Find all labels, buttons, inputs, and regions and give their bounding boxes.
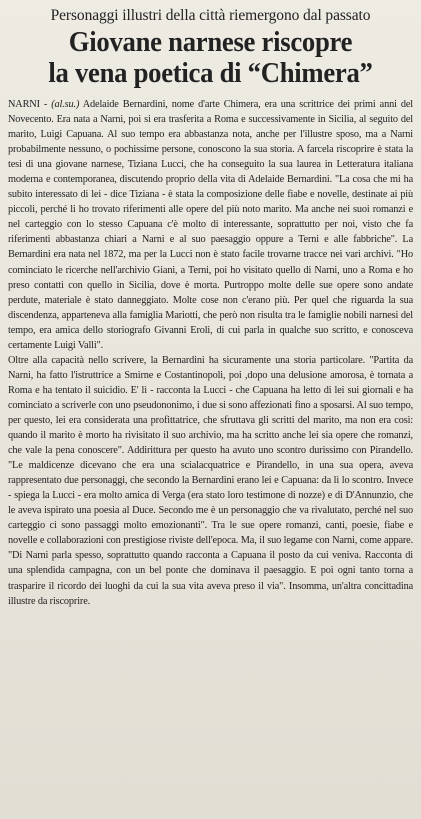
article-paragraph-1 <box>8 97 413 353</box>
author-initials: (al.su.) <box>51 99 80 110</box>
paragraph-1-text: Adelaide Bernardini, nome d'arte Chimera, era una scrittrice dei primi anni del Novecento. Era nata a Narni, poi si era trasferita a Roma e successivamente in Sicilia, al seguito del marito, Luigi Capuana. Al suo tempo era abbastanza nota, anche per l'illustre sposo, ma a Narni probabilmente nessuno, o pochissime persone, conoscono la sua storia. A farcela riscoprire è stata la tesi di una giovane narnese, Tiziana Lucci, che ha conseguito la sua laurea in Letteratura italiana moderna e contemporanea, discutendo proprio della vita di Adelaide Bernardini. "La cosa che mi ha subito interessato di lei - dice Tiziana - è stata la composizione delle fiabe e novelle, destinate ai più piccoli, perché li ho trovato riferimenti alle opere del più noto marito. Ma anche nei suoi romanzi e nel carteggio con lo stesso Capuana c'è molto di interessante, soprattutto per noi, visto che fa riferimenti abbastanza chiari a Narni e al suo paesaggio oppure a Terni e alle fabbriche". La Bernardini era nata nel 1872, ma per la Lucci non è stato facile trovarne tracce nei vari archivi. "Ho cominciato le ricerche nell'archivio Giani, a Terni, poi ho visitato quello di Narni, uno a Roma e ho preso contatti con quello in Sicilia, dove è morta. Purtroppo molte delle sue opere sono andate perdute, materiale è stato danneggiato. Molte cose non c'erano più. Per quel che riguarda la sua discendenza, apparteneva alla famiglia Mariotti, che però non risulta tra le famiglie nobili narnesi del tempo, era amica dello storiografo Givanni Eroli, di cui parla in qualche suo scritto, e conosceva certamente Luigi Valli". <box>8 99 413 351</box>
headline-line-1: Giovane narnese riscopre <box>68 26 353 58</box>
article-headline <box>24 27 397 89</box>
article-kicker: Personaggi illustri della città riemergono dal passato <box>50 7 371 24</box>
headline-line-2: la vena poetica di “Chimera” <box>48 57 373 89</box>
article-paragraph-2: Oltre alla capacità nello scrivere, la Bernardini ha sicuramente una storia particolare. "Partita da Narni, ha fatto l'istruttrice a Smirne e Costantinopoli, poi ,dopo una delusione amorosa, è tornata a Roma e ha tentato il suicidio. E' lì - racconta la Lucci - che Capuana ha letto di lei sui giornali e ha cominciato a scriverle con uno pseudononimo, i due si sono affezionati fino a sposarsi. Al suo tempo, per questo, lei era considerata una profittatrice, che sfruttava gli scritti del marito, ma non era così: quando il marito è morto ha rivisitato il suo archivio, ma ha scritto anche lei sia opere che romanzi, che vale la pena conoscere". Addirittura per questo ha avuto uno scontro durissimo con Pirandello. "Le maldicenze dicevano che era una scialacquatrice e Pirandello, in una sua opera, aveva rappresentato due personaggi, che secondo la Bernardini erano lei e Capuana: da lì lo scontro. Invece - spiega la Lucci - era molto amica di Verga (era stato loro testimone di nozze) e di D'Annunzio, che le aveva ispirato una poesia al Duce. Secondo me è un personaggio che va rivalutato, perché nel suo carteggio ci sono passaggi molto emozionanti". Tra le sue opere romanzi, canti, poesie, fiabe e novelle e collaborazioni con prestigiose riviste dell'epoca. Ma, il suo legame con Narni, come appare. "Di Narni parla spesso, soprattutto quando racconta a Capuana il posto da cui veniva. Racconta di una splendida campagna, con un bel ponte che dominava il paesaggio. E poi ogni tanto torna a trasparire il ricordo dei luoghi da cui la sua vita aveva preso il via". Insomma, un'altra concittadina illustre da riscoprire. <box>8 354 413 607</box>
article-body <box>8 97 413 609</box>
dateline: NARNI - <box>8 99 48 110</box>
